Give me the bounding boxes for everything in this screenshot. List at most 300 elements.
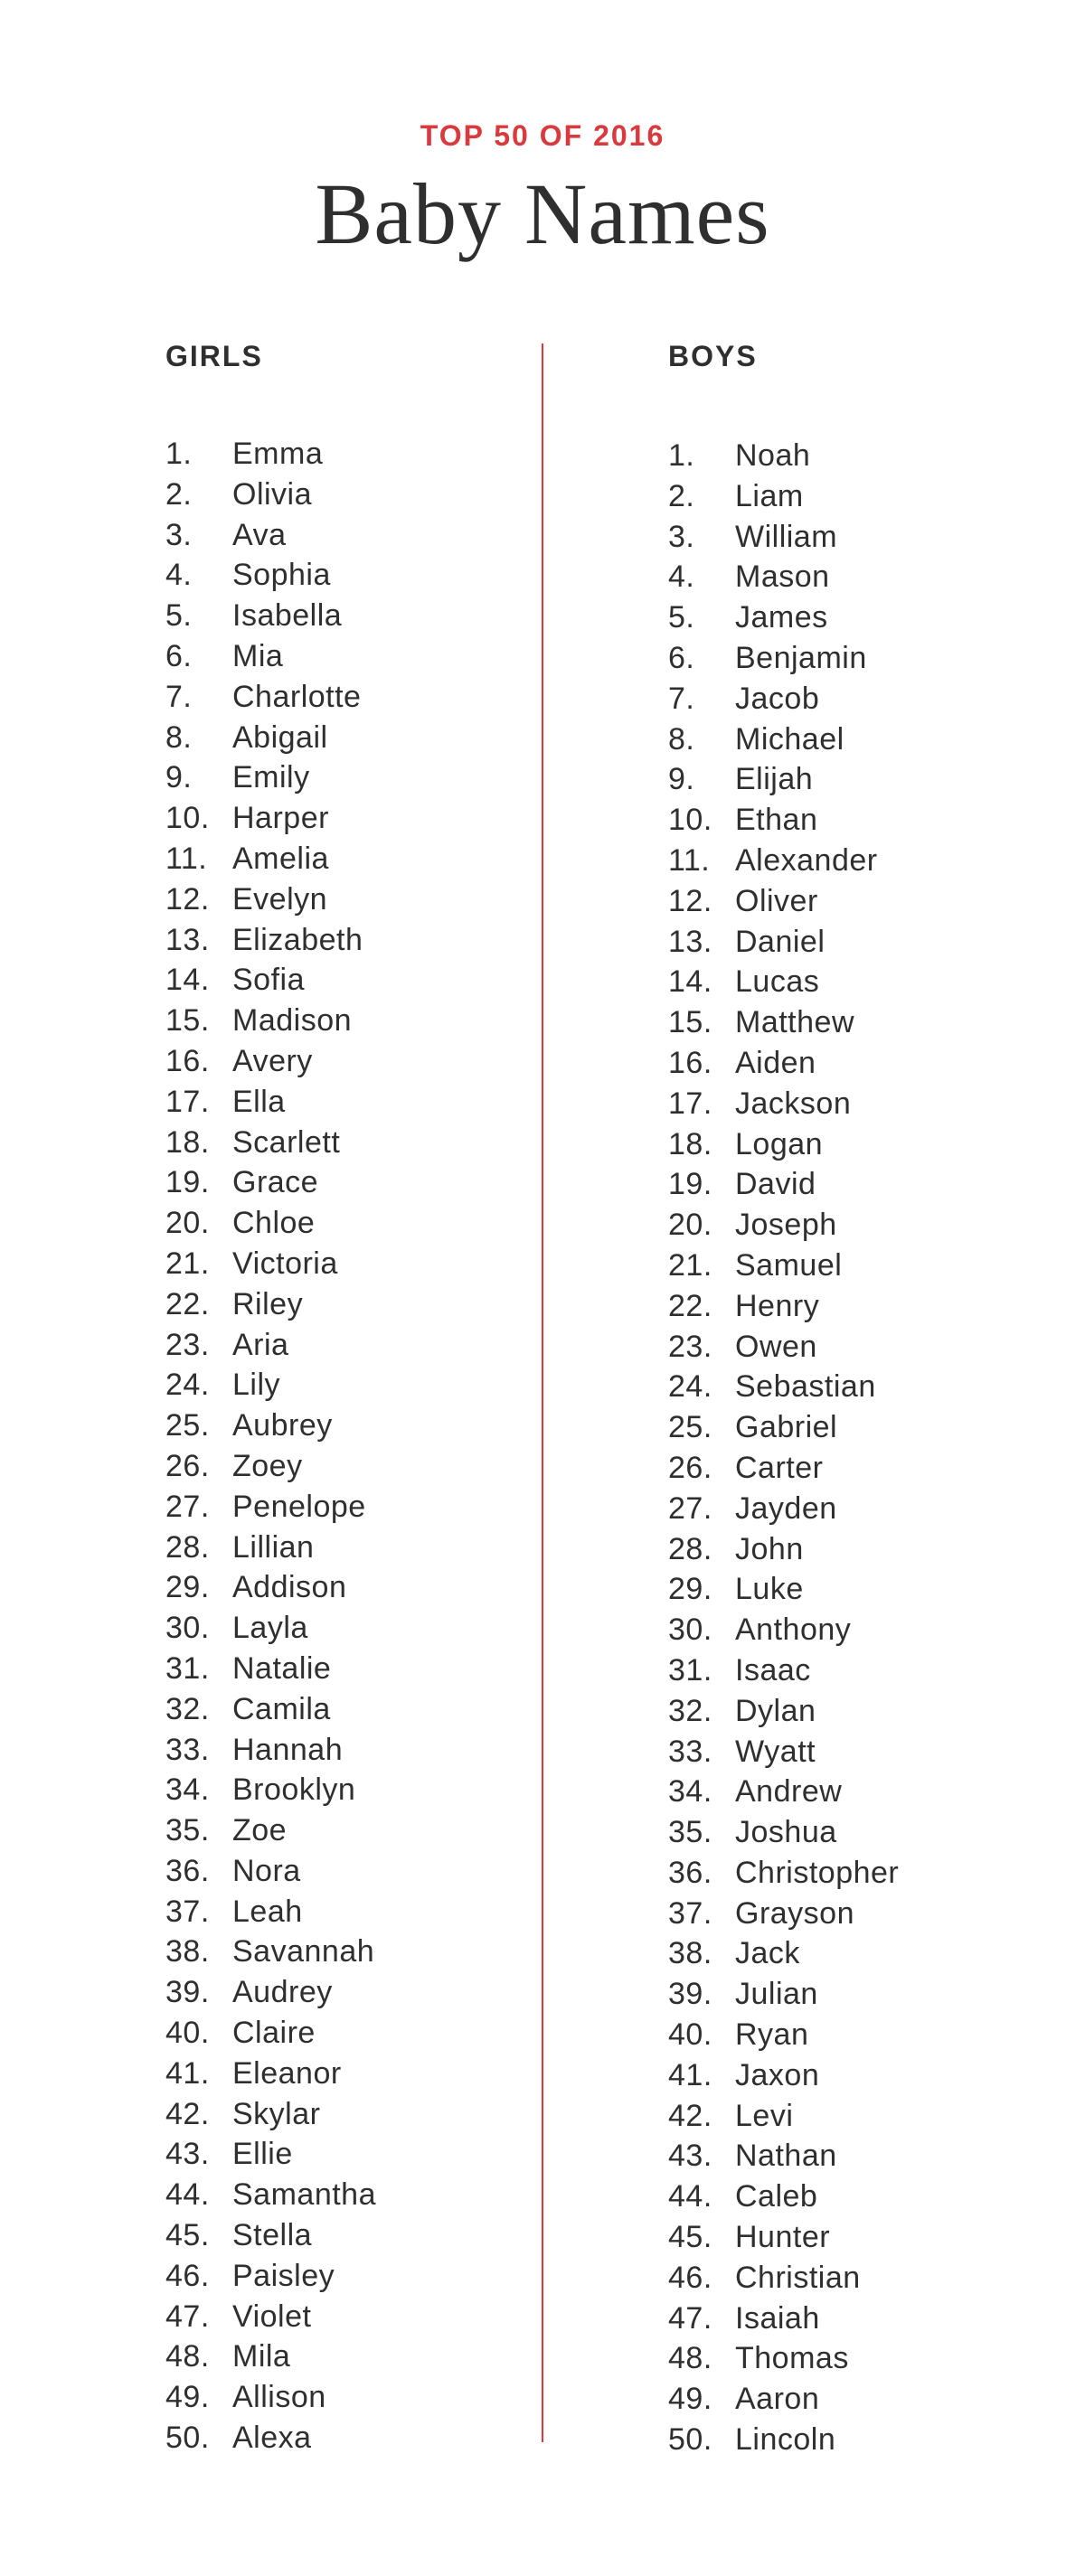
baby-name: Ella bbox=[232, 1084, 286, 1119]
rank-number: 13. bbox=[668, 924, 712, 959]
rank-number: 39. bbox=[668, 1977, 712, 2012]
baby-name: Levi bbox=[735, 2098, 794, 2133]
list-item bbox=[668, 2379, 1048, 2420]
rank-number: 12. bbox=[165, 881, 210, 917]
rank-number: 26. bbox=[165, 1448, 210, 1483]
rank-number: 2. bbox=[165, 476, 193, 512]
baby-name: Carter bbox=[735, 1450, 824, 1485]
baby-name: James bbox=[735, 600, 828, 635]
list-item bbox=[165, 1244, 545, 1284]
list-item bbox=[165, 2054, 545, 2094]
baby-name: Scarlett bbox=[232, 1124, 341, 1160]
baby-name: Paisley bbox=[232, 2258, 335, 2293]
list-item bbox=[668, 841, 1048, 881]
list-item bbox=[668, 2015, 1048, 2055]
list-item bbox=[668, 1894, 1048, 1934]
list-item bbox=[165, 2134, 545, 2175]
list-item bbox=[165, 1972, 545, 2013]
rank-number: 28. bbox=[165, 1529, 210, 1565]
list-item bbox=[668, 1732, 1048, 1772]
baby-name: Luke bbox=[735, 1572, 804, 1607]
list-item bbox=[668, 476, 1048, 517]
list-item bbox=[668, 1084, 1048, 1124]
baby-name: Hunter bbox=[735, 2220, 831, 2255]
rank-number: 20. bbox=[668, 1208, 712, 1243]
rank-number: 17. bbox=[165, 1084, 210, 1119]
list-item bbox=[165, 1608, 545, 1649]
baby-name: Emma bbox=[232, 437, 324, 471]
list-item bbox=[668, 1448, 1048, 1489]
baby-name: Grace bbox=[232, 1165, 319, 1200]
baby-name: Henry bbox=[735, 1288, 820, 1323]
baby-name: Lincoln bbox=[735, 2422, 836, 2458]
rank-number: 28. bbox=[668, 1531, 712, 1566]
rank-number: 23. bbox=[668, 1329, 712, 1364]
list-item bbox=[668, 881, 1048, 922]
baby-name: Grayson bbox=[735, 1895, 854, 1931]
baby-name: Jaxon bbox=[735, 2057, 820, 2092]
baby-name: Isaac bbox=[735, 1652, 811, 1688]
list-item bbox=[165, 1770, 545, 1810]
rank-number: 18. bbox=[165, 1124, 210, 1160]
rank-number: 40. bbox=[165, 2016, 210, 2051]
baby-name: Stella bbox=[232, 2218, 313, 2253]
list-item bbox=[668, 1610, 1048, 1650]
list-item bbox=[165, 1325, 545, 1366]
baby-name: Samuel bbox=[735, 1247, 843, 1283]
rank-number: 33. bbox=[668, 1734, 712, 1769]
baby-name: Joshua bbox=[735, 1815, 837, 1850]
rank-number: 31. bbox=[165, 1650, 210, 1686]
list-item bbox=[165, 2256, 545, 2297]
list-item bbox=[165, 515, 545, 556]
rank-number: 42. bbox=[165, 2096, 210, 2131]
rank-number: 37. bbox=[165, 1894, 210, 1929]
baby-name: Julian bbox=[735, 1977, 818, 2012]
baby-name: Isaiah bbox=[735, 2300, 820, 2336]
rank-number: 42. bbox=[668, 2098, 712, 2133]
baby-name: Eleanor bbox=[232, 2055, 342, 2091]
rank-number: 14. bbox=[668, 964, 712, 1000]
list-item bbox=[165, 2377, 545, 2418]
list-item bbox=[668, 517, 1048, 558]
baby-name: Zoe bbox=[232, 1813, 288, 1848]
baby-name: Savannah bbox=[232, 1934, 375, 1970]
list-item bbox=[165, 636, 545, 677]
rank-number: 15. bbox=[165, 1003, 210, 1039]
baby-name: Audrey bbox=[232, 1975, 333, 2010]
baby-name: Ava bbox=[232, 517, 287, 552]
rank-number: 1. bbox=[165, 437, 193, 471]
rank-number: 29. bbox=[165, 1570, 210, 1605]
girls-heading: GIRLS bbox=[165, 340, 263, 372]
list-item bbox=[165, 798, 545, 839]
baby-name: Addison bbox=[232, 1570, 347, 1605]
rank-number: 47. bbox=[668, 2300, 712, 2336]
list-item bbox=[668, 2258, 1048, 2299]
baby-name: Claire bbox=[232, 2016, 316, 2051]
rank-number: 24. bbox=[165, 1368, 210, 1403]
rank-number: 4. bbox=[165, 558, 193, 593]
rank-number: 45. bbox=[165, 2218, 210, 2253]
rank-number: 43. bbox=[668, 2139, 712, 2174]
baby-name: Riley bbox=[232, 1286, 304, 1321]
list-item bbox=[165, 839, 545, 879]
rank-number: 41. bbox=[668, 2057, 712, 2092]
baby-name: Jack bbox=[735, 1936, 800, 1971]
rank-number: 32. bbox=[165, 1691, 210, 1726]
baby-name: Wyatt bbox=[735, 1734, 816, 1769]
list-item bbox=[668, 1124, 1048, 1165]
baby-name: Camila bbox=[232, 1691, 331, 1726]
list-item bbox=[165, 2418, 545, 2458]
baby-name: Violet bbox=[232, 2299, 312, 2334]
list-item bbox=[668, 800, 1048, 841]
rank-number: 37. bbox=[668, 1895, 712, 1931]
baby-name: Isabella bbox=[232, 598, 343, 634]
rank-number: 40. bbox=[668, 2017, 712, 2053]
rank-number: 36. bbox=[668, 1855, 712, 1890]
rank-number: 30. bbox=[165, 1611, 210, 1646]
rank-number: 1. bbox=[668, 438, 695, 473]
rank-number: 13. bbox=[165, 922, 210, 957]
rank-number: 27. bbox=[165, 1489, 210, 1524]
rank-number: 8. bbox=[668, 721, 695, 757]
list-item bbox=[165, 2215, 545, 2256]
rank-number: 16. bbox=[165, 1043, 210, 1078]
baby-name: William bbox=[735, 519, 838, 554]
baby-name: Leah bbox=[232, 1894, 303, 1929]
boys-name-list bbox=[668, 436, 1048, 2460]
list-item bbox=[165, 1730, 545, 1771]
baby-name: Avery bbox=[232, 1043, 313, 1078]
baby-name: Owen bbox=[735, 1329, 817, 1364]
baby-name: Allison bbox=[232, 2380, 326, 2415]
baby-name: Joseph bbox=[735, 1208, 837, 1243]
list-item bbox=[668, 1164, 1048, 1205]
rank-number: 43. bbox=[165, 2137, 210, 2172]
list-item bbox=[165, 1528, 545, 1568]
list-item bbox=[165, 555, 545, 596]
baby-name: Penelope bbox=[232, 1489, 366, 1524]
list-item bbox=[668, 1691, 1048, 1732]
rank-number: 46. bbox=[668, 2260, 712, 2295]
baby-name: Aubrey bbox=[232, 1408, 333, 1443]
list-item bbox=[668, 719, 1048, 760]
rank-number: 19. bbox=[668, 1167, 712, 1202]
rank-number: 34. bbox=[165, 1772, 210, 1808]
baby-name: Andrew bbox=[735, 1774, 843, 1810]
list-item bbox=[165, 920, 545, 961]
rank-number: 31. bbox=[668, 1652, 712, 1688]
rank-number: 10. bbox=[668, 803, 712, 838]
rank-number: 25. bbox=[165, 1408, 210, 1443]
baby-name: Aiden bbox=[735, 1045, 816, 1080]
baby-name: Elizabeth bbox=[232, 922, 363, 957]
list-item bbox=[668, 679, 1048, 719]
list-item bbox=[668, 1812, 1048, 1853]
baby-name: Ethan bbox=[735, 803, 818, 838]
baby-name: Lucas bbox=[735, 964, 820, 1000]
baby-name: David bbox=[735, 1167, 816, 1202]
baby-name: Brooklyn bbox=[232, 1772, 356, 1808]
rank-number: 47. bbox=[165, 2299, 210, 2334]
baby-name: Michael bbox=[735, 721, 844, 757]
baby-name: Anthony bbox=[735, 1612, 852, 1648]
list-item bbox=[165, 677, 545, 718]
baby-name: Emily bbox=[232, 760, 310, 795]
baby-name: Daniel bbox=[735, 924, 826, 959]
list-item bbox=[165, 1406, 545, 1446]
list-item bbox=[668, 2420, 1048, 2460]
rank-number: 9. bbox=[165, 760, 193, 795]
baby-name: Madison bbox=[232, 1003, 353, 1039]
list-item bbox=[165, 1162, 545, 1203]
baby-name: Elijah bbox=[735, 762, 814, 797]
baby-name: Sophia bbox=[232, 558, 331, 593]
baby-name: Oliver bbox=[735, 883, 818, 918]
rank-number: 5. bbox=[165, 598, 193, 634]
rank-number: 38. bbox=[668, 1936, 712, 1971]
baby-name: Harper bbox=[232, 801, 329, 836]
list-item bbox=[668, 1246, 1048, 1286]
baby-name: Lily bbox=[232, 1368, 281, 1403]
rank-number: 6. bbox=[165, 638, 193, 673]
list-item bbox=[165, 1649, 545, 1689]
page-title: Baby Names bbox=[315, 165, 770, 262]
list-item bbox=[165, 2013, 545, 2054]
list-item bbox=[165, 1851, 545, 1892]
rank-number: 34. bbox=[668, 1774, 712, 1810]
list-item bbox=[668, 1853, 1048, 1894]
baby-name: Alexander bbox=[735, 842, 878, 878]
list-item bbox=[165, 2175, 545, 2215]
rank-number: 27. bbox=[668, 1490, 712, 1526]
list-item bbox=[668, 2338, 1048, 2379]
baby-name: Hannah bbox=[232, 1732, 344, 1767]
baby-name: Dylan bbox=[735, 1693, 816, 1728]
rank-number: 8. bbox=[165, 719, 193, 755]
list-item bbox=[668, 1367, 1048, 1407]
boys-column bbox=[668, 338, 1048, 2458]
list-item bbox=[668, 1043, 1048, 1084]
baby-name: Jacob bbox=[735, 681, 820, 716]
rank-number: 50. bbox=[165, 2421, 210, 2456]
baby-name: Charlotte bbox=[232, 679, 362, 714]
rank-number: 11. bbox=[165, 841, 208, 876]
baby-name: Mason bbox=[735, 559, 830, 595]
baby-name: Gabriel bbox=[735, 1410, 838, 1445]
list-item bbox=[165, 2336, 545, 2377]
rank-number: 14. bbox=[165, 963, 210, 998]
baby-name: Caleb bbox=[735, 2179, 818, 2214]
rank-number: 50. bbox=[668, 2422, 712, 2458]
rank-number: 45. bbox=[668, 2220, 712, 2255]
rank-number: 5. bbox=[668, 600, 695, 635]
baby-name: Ryan bbox=[735, 2017, 809, 2053]
rank-number: 2. bbox=[668, 478, 695, 513]
rank-number: 20. bbox=[165, 1206, 210, 1241]
list-item bbox=[668, 436, 1048, 476]
rank-number: 3. bbox=[165, 517, 193, 552]
rank-number: 29. bbox=[668, 1572, 712, 1607]
list-item bbox=[165, 1932, 545, 1972]
baby-name: Thomas bbox=[735, 2341, 849, 2376]
rank-number: 12. bbox=[668, 883, 712, 918]
list-item bbox=[165, 434, 545, 475]
baby-name: Liam bbox=[735, 478, 804, 513]
baby-name: Sebastian bbox=[735, 1369, 876, 1405]
rank-number: 22. bbox=[165, 1286, 210, 1321]
baby-name: Lillian bbox=[232, 1529, 315, 1565]
rank-number: 7. bbox=[668, 681, 695, 716]
list-item bbox=[165, 1567, 545, 1608]
baby-name: John bbox=[735, 1531, 804, 1566]
list-item bbox=[165, 1446, 545, 1487]
rank-number: 44. bbox=[668, 2179, 712, 2214]
girls-column bbox=[165, 338, 545, 2456]
rank-number: 41. bbox=[165, 2055, 210, 2091]
rank-number: 24. bbox=[668, 1369, 712, 1405]
list-item bbox=[165, 1123, 545, 1163]
baby-name: Natalie bbox=[232, 1650, 332, 1686]
rank-number: 49. bbox=[668, 2382, 712, 2417]
list-item bbox=[668, 2136, 1048, 2176]
list-item bbox=[668, 1286, 1048, 1327]
rank-number: 36. bbox=[165, 1853, 210, 1888]
baby-name: Benjamin bbox=[735, 640, 867, 675]
baby-name: Mila bbox=[232, 2339, 291, 2374]
list-item bbox=[668, 1327, 1048, 1368]
list-item bbox=[165, 596, 545, 636]
baby-name: Nora bbox=[232, 1853, 301, 1888]
list-item bbox=[668, 2055, 1048, 2096]
rank-number: 35. bbox=[165, 1813, 210, 1848]
baby-name: Abigail bbox=[232, 719, 328, 755]
rank-number: 16. bbox=[668, 1045, 712, 1080]
list-item bbox=[165, 1082, 545, 1123]
rank-number: 15. bbox=[668, 1005, 712, 1040]
baby-name: Noah bbox=[735, 438, 811, 473]
rank-number: 46. bbox=[165, 2258, 210, 2293]
list-item bbox=[165, 1892, 545, 1932]
rank-number: 38. bbox=[165, 1934, 210, 1970]
baby-name: Christian bbox=[735, 2260, 861, 2295]
list-item bbox=[165, 1487, 545, 1528]
rank-number: 23. bbox=[165, 1327, 210, 1362]
baby-name: Samantha bbox=[232, 2177, 376, 2213]
list-item bbox=[668, 597, 1048, 638]
list-item bbox=[165, 879, 545, 920]
rank-number: 9. bbox=[668, 762, 695, 797]
baby-name: Aaron bbox=[735, 2382, 820, 2417]
baby-name: Alexa bbox=[232, 2421, 312, 2456]
rank-number: 39. bbox=[165, 1975, 210, 2010]
rank-number: 3. bbox=[668, 519, 695, 554]
rank-number: 44. bbox=[165, 2177, 210, 2213]
baby-name: Jackson bbox=[735, 1086, 852, 1121]
baby-name: Olivia bbox=[232, 476, 313, 512]
list-item bbox=[165, 1284, 545, 1325]
baby-name: Matthew bbox=[735, 1005, 854, 1040]
list-item bbox=[668, 962, 1048, 1002]
rank-number: 18. bbox=[668, 1126, 712, 1161]
list-item bbox=[668, 2096, 1048, 2137]
baby-name: Aria bbox=[232, 1327, 289, 1362]
list-item bbox=[165, 960, 545, 1001]
baby-name: Amelia bbox=[232, 841, 329, 876]
list-item bbox=[165, 2297, 545, 2337]
list-item bbox=[668, 1205, 1048, 1246]
rank-number: 19. bbox=[165, 1165, 210, 1200]
baby-name: Sofia bbox=[232, 963, 305, 998]
list-item bbox=[668, 557, 1048, 597]
baby-name: Nathan bbox=[735, 2139, 837, 2174]
rank-number: 11. bbox=[668, 842, 711, 878]
rank-number: 21. bbox=[668, 1247, 712, 1283]
list-item bbox=[668, 1772, 1048, 1812]
baby-name: Layla bbox=[232, 1611, 308, 1646]
rank-number: 48. bbox=[165, 2339, 210, 2374]
baby-name: Mia bbox=[232, 638, 284, 673]
list-item bbox=[165, 718, 545, 758]
list-item bbox=[165, 757, 545, 798]
rank-number: 30. bbox=[668, 1612, 712, 1648]
list-item bbox=[165, 2094, 545, 2135]
rank-number: 25. bbox=[668, 1410, 712, 1445]
list-item bbox=[165, 1365, 545, 1406]
list-item bbox=[165, 1689, 545, 1730]
baby-name: Zoey bbox=[232, 1448, 303, 1483]
list-item bbox=[668, 1002, 1048, 1043]
eyebrow-label: TOP 50 OF 2016 bbox=[420, 119, 665, 152]
list-item bbox=[668, 1650, 1048, 1691]
list-item bbox=[668, 2217, 1048, 2258]
baby-name: Chloe bbox=[232, 1206, 316, 1241]
list-item bbox=[165, 1810, 545, 1851]
list-item bbox=[668, 1529, 1048, 1570]
list-item bbox=[668, 638, 1048, 679]
baby-name: Jayden bbox=[735, 1490, 837, 1526]
rank-number: 17. bbox=[668, 1086, 712, 1121]
baby-name: Christopher bbox=[735, 1855, 900, 1890]
rank-number: 26. bbox=[668, 1450, 712, 1485]
baby-name: Skylar bbox=[232, 2096, 321, 2131]
list-item bbox=[165, 1203, 545, 1244]
list-item bbox=[165, 475, 545, 515]
rank-number: 21. bbox=[165, 1246, 210, 1281]
boys-heading: BOYS bbox=[668, 340, 758, 372]
list-item bbox=[668, 1489, 1048, 1529]
baby-name: Evelyn bbox=[232, 881, 328, 917]
rank-number: 7. bbox=[165, 679, 193, 714]
list-item bbox=[165, 1041, 545, 1082]
rank-number: 22. bbox=[668, 1288, 712, 1323]
baby-name: Ellie bbox=[232, 2137, 293, 2172]
rank-number: 49. bbox=[165, 2380, 210, 2415]
list-item bbox=[668, 2176, 1048, 2217]
list-item bbox=[668, 2299, 1048, 2339]
rank-number: 33. bbox=[165, 1732, 210, 1767]
rank-number: 48. bbox=[668, 2341, 712, 2376]
girls-name-list bbox=[165, 434, 545, 2458]
rank-number: 10. bbox=[165, 801, 210, 836]
list-item bbox=[165, 1001, 545, 1041]
list-item bbox=[668, 922, 1048, 963]
list-item bbox=[668, 1974, 1048, 2015]
rank-number: 32. bbox=[668, 1693, 712, 1728]
list-item bbox=[668, 1933, 1048, 1974]
